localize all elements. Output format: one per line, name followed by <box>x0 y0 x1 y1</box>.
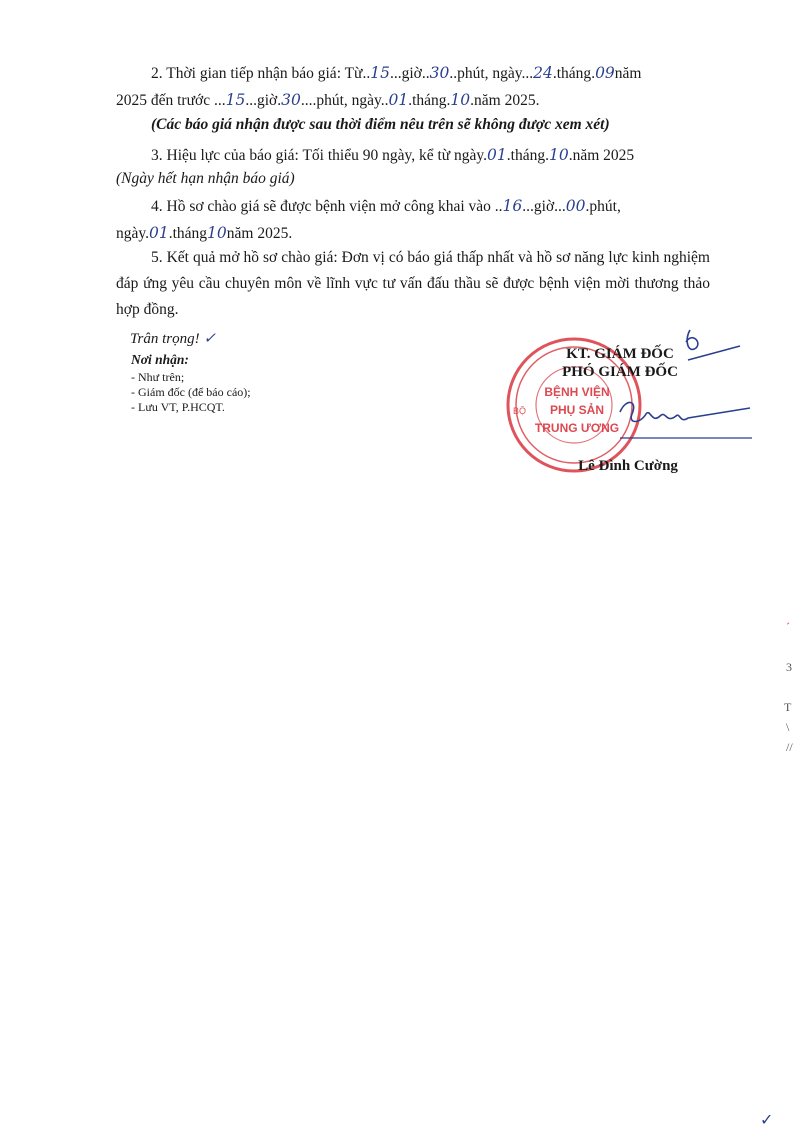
initial-mark-icon: ✓ <box>203 329 216 347</box>
text-day-4: ngày <box>116 225 146 242</box>
opening-hour: 16 <box>502 197 523 215</box>
minute-2: 30 <box>281 91 301 109</box>
month-2: 10 <box>450 91 471 109</box>
text-hour-4: giờ <box>533 198 555 215</box>
text-until: 2025 đến trước <box>116 92 211 109</box>
day-1: 24 <box>533 64 553 82</box>
item-2-label: 2. Thời gian tiếp nhận báo giá: Từ <box>151 65 363 82</box>
text-year-2: năm 2025. <box>474 92 540 109</box>
margin-mark-icon: \ <box>786 720 790 734</box>
validity-day: 01 <box>487 146 507 164</box>
margin-mark-icon: 3 <box>786 660 792 674</box>
text-minute-day-2: phút, ngày <box>316 92 381 109</box>
text-minute-4: phút, <box>589 198 621 215</box>
text-year: năm <box>614 65 642 82</box>
svg-text:BỆNH VIỆN: BỆNH VIỆN <box>544 385 610 399</box>
signer-name: Lê Đình Cường <box>578 458 678 474</box>
svg-text:BỘ: BỘ <box>513 406 527 416</box>
closing-text: Trân trọng! <box>130 331 200 347</box>
text-hour-2: giờ <box>256 92 278 109</box>
text-month-3: tháng <box>510 147 546 164</box>
opening-day: 01 <box>149 224 169 242</box>
handwritten-signature-icon <box>580 320 760 470</box>
initial-mark-icon: ✓ <box>760 1112 774 1129</box>
validity-note: (Ngày hết hạn nhận báo giá) <box>116 170 295 187</box>
item-2-line-2: 2025 đến trước ...15...giờ.30....phút, ngày..01.tháng.10.năm 2025. <box>116 91 540 109</box>
margin-mark-icon: // <box>786 740 793 754</box>
margin-mark-icon: T <box>784 700 792 714</box>
day-2: 01 <box>388 91 409 109</box>
margin-mark-icon: ˊ <box>786 620 790 634</box>
hour-2: 15 <box>225 91 246 109</box>
item-5-result: 5. Kết quả mở hồ sơ chào giá: Đơn vị có báo giá thấp nhất và hồ sơ năng lực kinh nghiệm đáp ứng yêu cầu chuyên môn về lĩnh vực tư vấn đấu thầu sẽ được bệnh viện mời thương thảo hợp đồng. <box>116 249 710 318</box>
recipients-title: Nơi nhận: <box>131 352 189 367</box>
text-minute-day: phút, ngày <box>457 65 522 82</box>
text-month: tháng <box>556 65 592 82</box>
text-month-4: tháng <box>172 225 208 242</box>
item-4-opening: 4. Hồ sơ chào giá sẽ được bệnh viện mở công khai vào ..16...giờ...00.phút, ngày.01.tháng10năm 2025. <box>116 193 710 247</box>
month-1: 09 <box>595 64 615 82</box>
closing-greeting <box>130 325 330 352</box>
recipient-1: - Như trên; <box>131 370 185 384</box>
item-3-validity: 3. Hiệu lực của báo giá: Tối thiểu 90 ngày, kể từ ngày.01.tháng.10.năm 2025 <box>151 146 635 164</box>
item-4-line-2: ngày.01.tháng10năm 2025. <box>116 224 293 242</box>
svg-text:TRUNG ƯƠNG: TRUNG ƯƠNG <box>534 421 620 435</box>
item-3-label: 3. Hiệu lực của báo giá: Tối thiểu 90 ngày, kể từ ngày <box>151 147 484 164</box>
signature-title-line-1: KT. GIÁM ĐỐC <box>566 346 674 362</box>
hour-1: 15 <box>370 64 390 82</box>
validity-month: 10 <box>548 146 569 164</box>
minute-1: 30 <box>429 64 450 82</box>
text-year-3: năm 2025 <box>572 147 635 164</box>
item-2-reception-time: 2. Thời gian tiếp nhận báo giá: Từ..15...giờ..30..phút, ngày...24.tháng.09năm 2025 đến trước ...15...giờ.30....phút, ngày..01.tháng.10.năm 2025. <box>116 60 710 114</box>
opening-month: 10 <box>207 224 227 242</box>
item-4-label: 4. Hồ sơ chào giá sẽ được bệnh viện mở công khai vào <box>151 198 491 215</box>
text-month-2: tháng <box>412 92 447 109</box>
opening-minute: 00 <box>565 197 586 215</box>
signature-title-line-2: PHÓ GIÁM ĐỐC <box>562 364 678 380</box>
svg-text:PHỤ SẢN: PHỤ SẢN <box>549 403 605 417</box>
late-submission-note: (Các báo giá nhận được sau thời điểm nêu trên sẽ không được xem xét) <box>151 116 610 133</box>
text-hour: giờ <box>401 65 422 82</box>
text-year-4: năm 2025. <box>226 225 293 242</box>
recipient-3: - Lưu VT, P.HCQT. <box>131 400 225 414</box>
recipient-2: - Giám đốc (để báo cáo); <box>131 385 251 399</box>
